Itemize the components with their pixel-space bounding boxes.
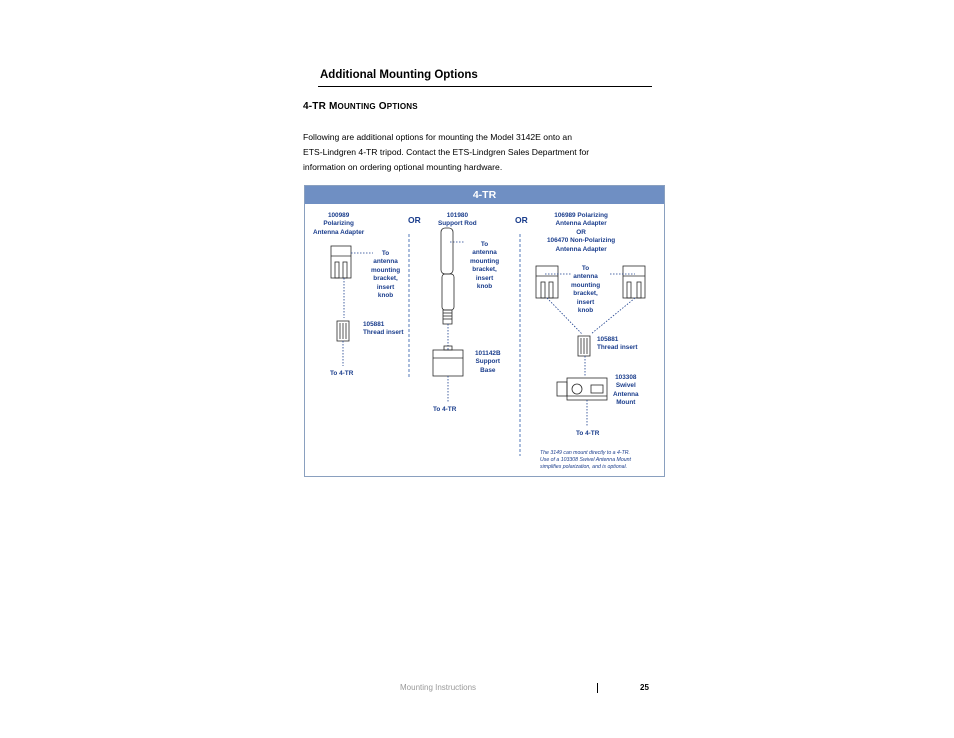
footer-label: Mounting Instructions	[400, 683, 477, 692]
body-line: information on ordering optional mounting hardware.	[303, 162, 503, 173]
or-label: OR	[408, 215, 421, 225]
to-bracket-label: To antenna mounting bracket, insert knob	[571, 265, 601, 315]
adapter-label: 100989 Polarizing Antenna Adapter	[313, 212, 365, 236]
or-label: OR	[515, 215, 528, 225]
non-polarizing-adapter-icon	[623, 266, 645, 298]
figure-note: The 3149 can mount directly to a 4-TR. Use of a 103308 Swivel Antenna Mount simplifies polarization, and is optional.	[540, 450, 631, 470]
to-tripod-label: To 4-TR	[433, 406, 457, 413]
sub-heading-part: O	[375, 101, 387, 112]
adapter-options-label: 106989 Polarizing Antenna Adapter OR 106470 Non-Polarizing Antenna Adapter	[547, 212, 616, 253]
footer-divider	[597, 683, 598, 693]
to-tripod-label: To 4-TR	[330, 370, 354, 377]
to-tripod-label: To 4-TR	[576, 430, 600, 437]
page-number: 25	[640, 683, 649, 692]
sub-heading-smallcaps: PTIONS	[386, 102, 418, 111]
section-heading: Additional Mounting Options	[320, 69, 478, 81]
sub-heading-part: 4-TR M	[303, 101, 338, 112]
figure-title: 4-TR	[305, 186, 664, 204]
body-line: ETS-Lindgren 4-TR tripod. Contact the ETS-Lindgren Sales Department for	[303, 147, 590, 158]
swivel-mount-icon	[557, 378, 607, 400]
sub-heading-smallcaps: OUNTING	[337, 102, 376, 111]
polarizing-adapter-icon	[331, 246, 351, 278]
body-line: Following are additional options for mounting the Model 3142E onto an	[303, 132, 572, 142]
body-paragraph	[303, 130, 643, 176]
sub-heading	[303, 101, 418, 112]
support-base-icon	[433, 346, 463, 376]
polarizing-adapter-icon	[536, 266, 558, 298]
support-rod-icon	[441, 228, 454, 324]
to-bracket-label: To antenna mounting bracket, insert knob	[470, 241, 500, 291]
heading-rule	[318, 86, 652, 87]
thread-insert-icon	[337, 321, 349, 341]
thread-insert-icon	[578, 336, 590, 356]
thread-insert-label: 105881 Thread insert	[597, 336, 638, 352]
support-rod-label: 101980 Support Rod	[438, 212, 477, 228]
support-base-label: 101142B Support Base	[475, 350, 501, 374]
swivel-mount-label: 103308 Swivel Antenna Mount	[613, 374, 639, 407]
thread-insert-label: 105881 Thread insert	[363, 321, 404, 337]
to-bracket-label: To antenna mounting bracket, insert knob	[371, 250, 401, 300]
mounting-figure	[304, 185, 665, 477]
